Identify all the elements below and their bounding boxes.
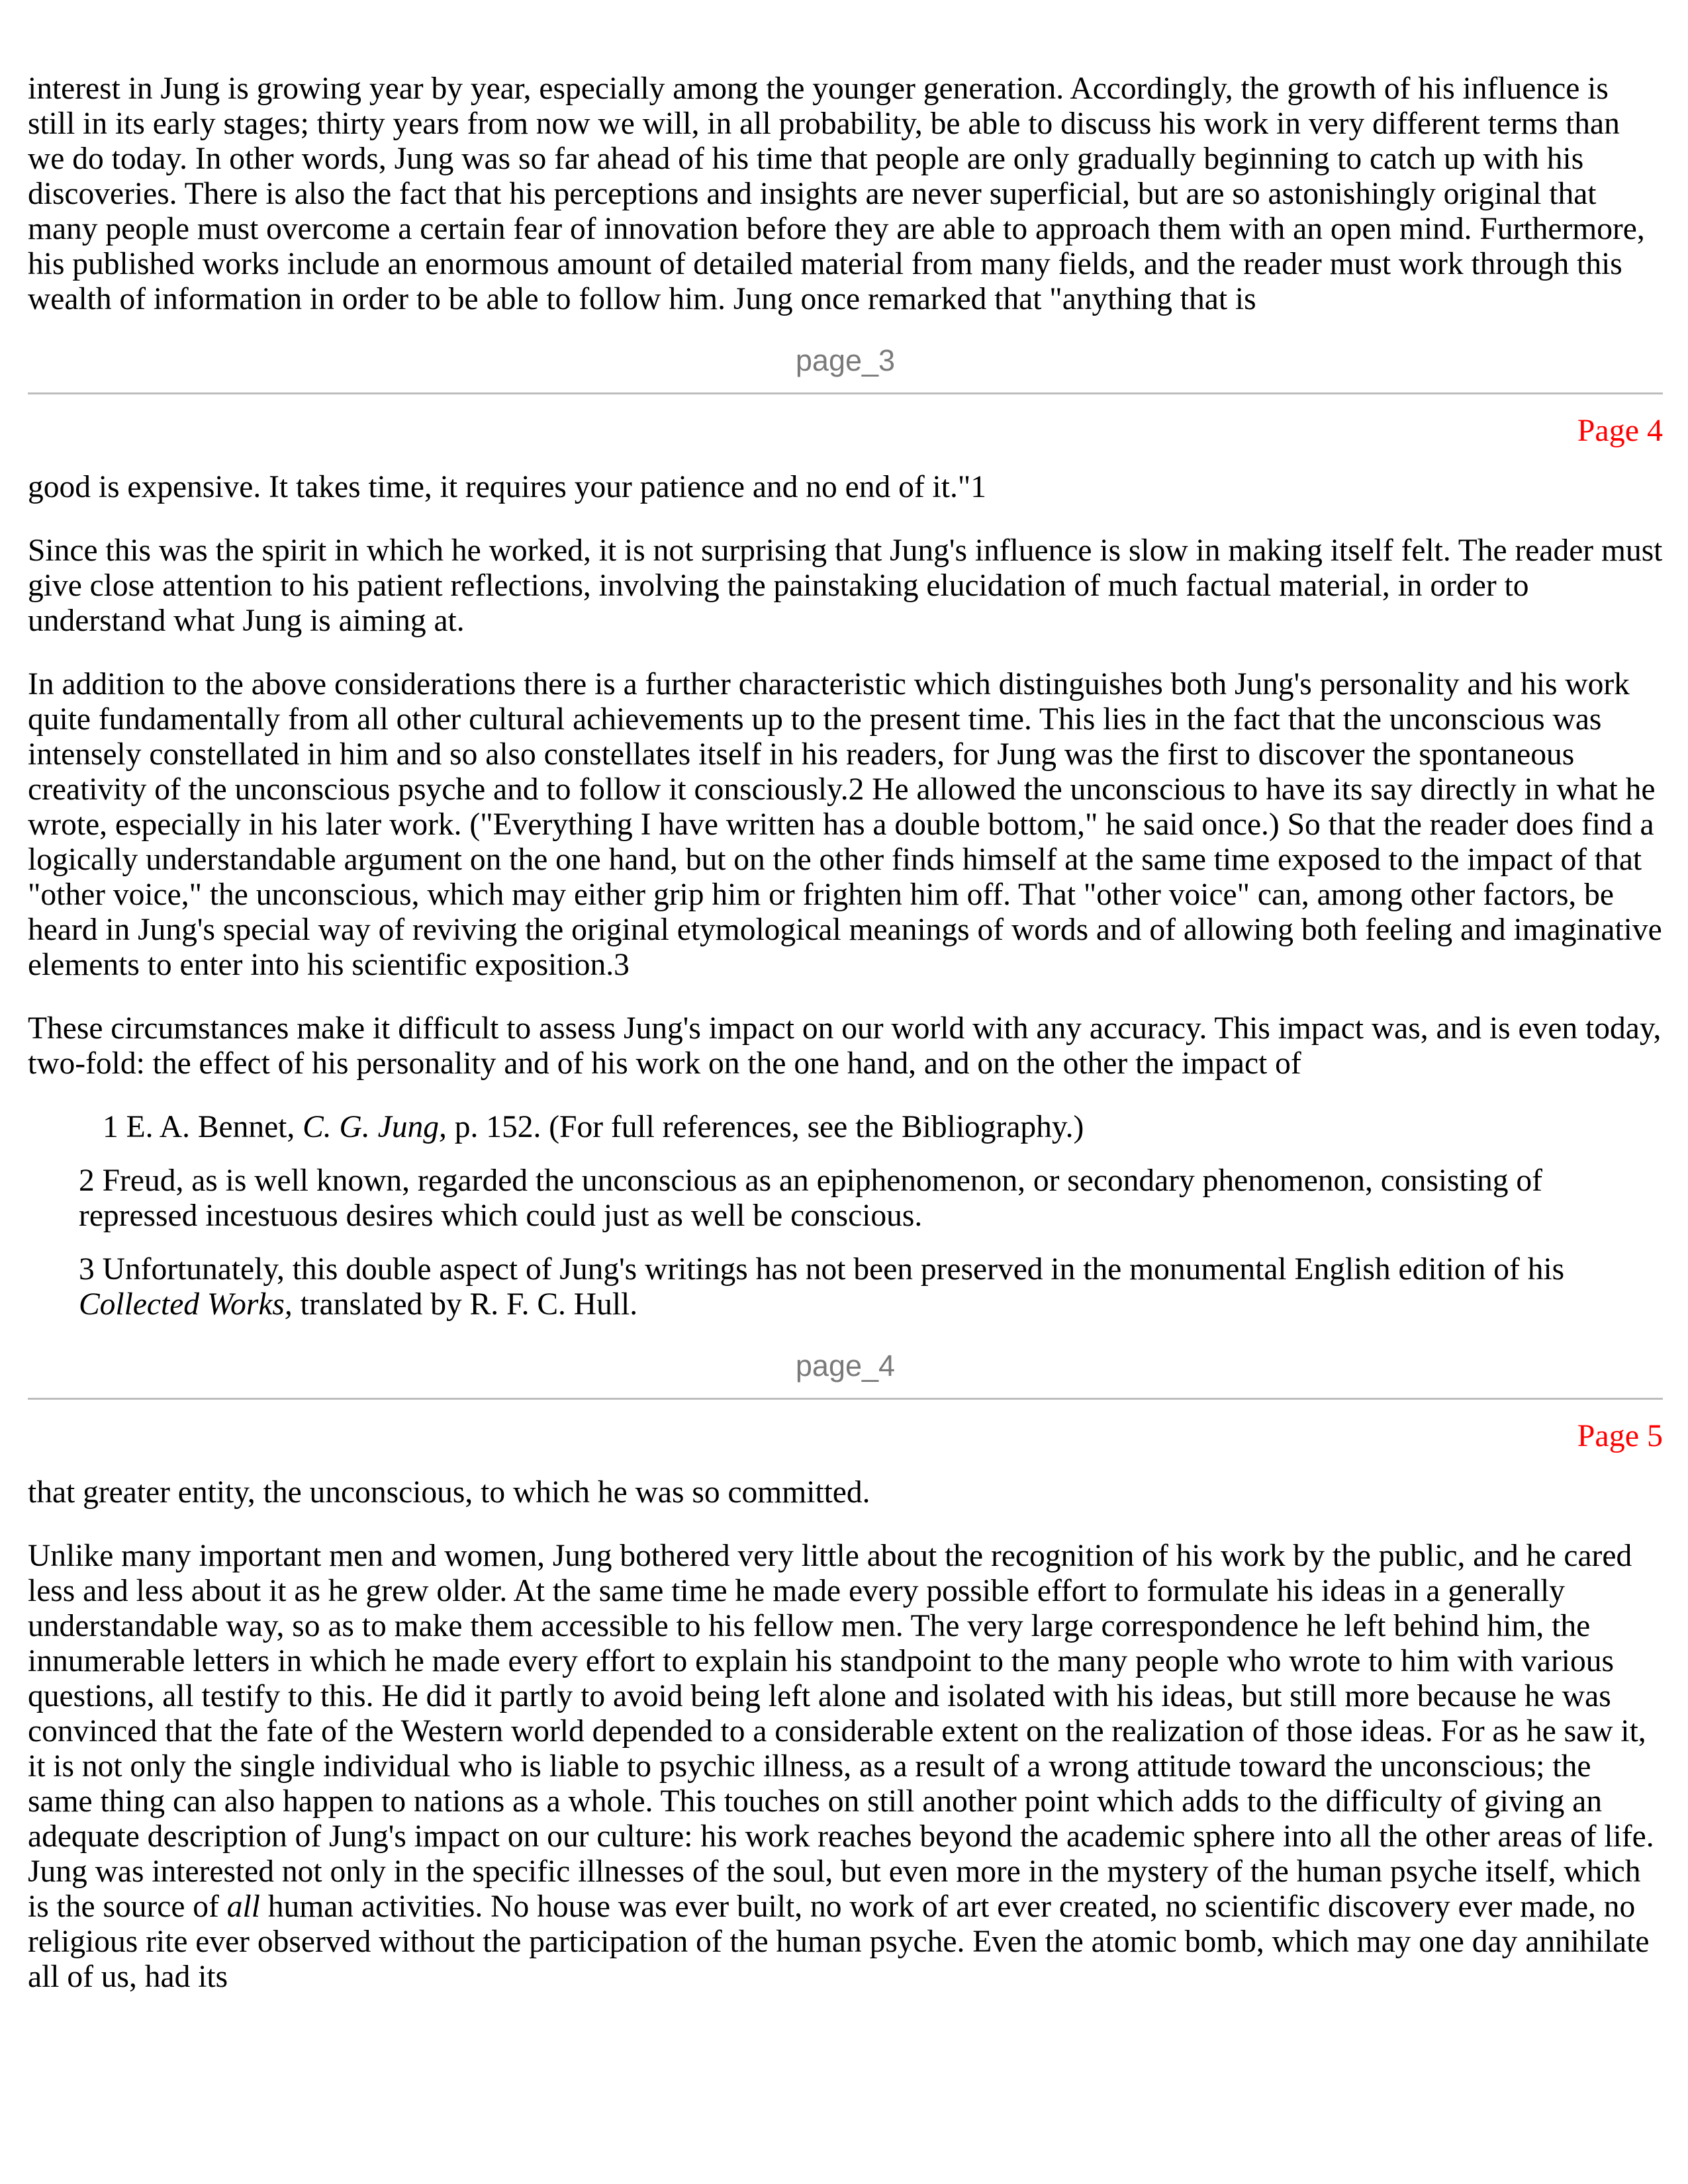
footnote-1 — [28, 1110, 1663, 1145]
page-footer-4: page_4 — [795, 1349, 896, 1383]
footnote-citation-title: C. G. Jung, — [303, 1110, 447, 1144]
footnotes — [28, 1110, 1663, 1322]
footnote-text: 3 Unfortunately, this double aspect of Jung's writings has not been preserved in the monumental English edition of his — [79, 1252, 1565, 1287]
footnote-3 — [28, 1252, 1663, 1322]
paragraph: good is expensive. It takes time, it requires your patience and no end of it."1 — [28, 470, 986, 504]
paragraph: that greater entity, the unconscious, to which he was so committed. — [28, 1475, 870, 1510]
paragraph — [28, 1539, 1663, 1995]
footnote-text: translated by R. F. C. Hull. — [292, 1287, 638, 1322]
page-footer-3: page_3 — [795, 343, 896, 377]
emphasis: all — [226, 1889, 260, 1924]
page-divider — [28, 392, 1663, 394]
paragraph-text: human activities. No house was ever built, no work of art ever created, no scientific discovery ever made, no religious rite ever observed without the participation of the human psyche. Even the atomic bomb, which may one day annihilate all of us, had its — [28, 1889, 1650, 1994]
footnote-text: 1 E. A. Bennet, — [103, 1110, 303, 1144]
page-header-4[interactable]: Page 4 — [1577, 413, 1663, 448]
paragraph: In addition to the above considerations there is a further characteristic which distinguishes both Jung's personality and his work quite fundamentally from all other cultural achievements up to the present time. This lies in the fact that the unconscious was intensely constellated in him and so also constellates itself in his readers, for Jung was the first to discover the spontaneous creativity of the unconscious psyche and to follow it consciously.2 He allowed the unconscious to have its say directly in what he wrote, especially in his later work. ("Everything I have written has a double bottom," he said once.) So that the reader does find a logically understandable argument on the one hand, but on the other finds himself at the same time exposed to the impact of that "other voice," the unconscious, which may either grip him or frighten him off. That "other voice" can, among other factors, be heard in Jung's special way of reviving the original etymological meanings of words and of allowing both feeling and imaginative elements to enter into his scientific exposition.3 — [28, 667, 1662, 982]
footnote-citation-title: Collected Works, — [79, 1287, 293, 1322]
paragraph: Since this was the spirit in which he worked, it is not surprising that Jung's influence is slow in making itself felt. The reader must give close attention to his patient reflections, involving the painstaking elucidation of much factual material, in order to understand what Jung is aiming at. — [28, 533, 1663, 638]
footnote-2: 2 Freud, as is well known, regarded the unconscious as an epiphenomenon, or secondary phenomenon, consisting of repressed incestuous desires which could just as well be conscious. — [79, 1163, 1542, 1233]
document-body — [28, 71, 1663, 2023]
paragraph-text: Unlike many important men and women, Jung bothered very little about the recognition of his work by the public, and he cared less and less about it as he grew older. At the same time he made every possible effort to formulate his ideas in a generally understandable way, so as to make them accessible to his fellow men. The very large correspondence he left behind him, the innumerable letters in which he made every effort to explain his standpoint to the many people who wrote to him with various questions, all testify to this. He did it partly to avoid being left alone and isolated with his ideas, but still more because he was convinced that the fate of the Western world depended to a considerable extent on the realization of those ideas. For as he saw it, it is not only the single individual who is liable to psychic illness, as a result of a wrong attitude toward the unconscious; the same thing can also happen to nations as a whole. This touches on still another point which adds to the difficulty of giving an adequate description of Jung's impact on our culture: his work reaches beyond the academic sphere into all the other areas of life. Jung was interested not only in the specific illnesses of the soul, but even more in the mystery of the human psyche itself, which is the source of — [28, 1539, 1654, 1924]
page3-tail-paragraph: interest in Jung is growing year by year, especially among the younger generation. Accordingly, the growth of his influence is still in its early stages; thirty years from now we will, in all probability, be able to discuss his work in very different terms than we do today. In other words, Jung was so far ahead of his time that people are only gradually beginning to catch up with his discoveries. There is also the fact that his perceptions and insights are never superficial, but are so astonishingly original that many people must overcome a certain fear of innovation before they are able to approach them with an open mind. Furthermore, his published works include an enormous amount of detailed material from many fields, and the reader must work through this wealth of information in order to be able to follow him. Jung once remarked that "anything that is — [28, 71, 1645, 316]
paragraph: These circumstances make it difficult to assess Jung's impact on our world with any accuracy. This impact was, and is even today, two-fold: the effect of his personality and of his work on the one hand, and on the other the impact of — [28, 1011, 1662, 1081]
page-header-5[interactable]: Page 5 — [1577, 1418, 1663, 1453]
page-divider — [28, 1398, 1663, 1400]
footnote-text: p. 152. (For full references, see the Bibliography.) — [446, 1110, 1084, 1144]
